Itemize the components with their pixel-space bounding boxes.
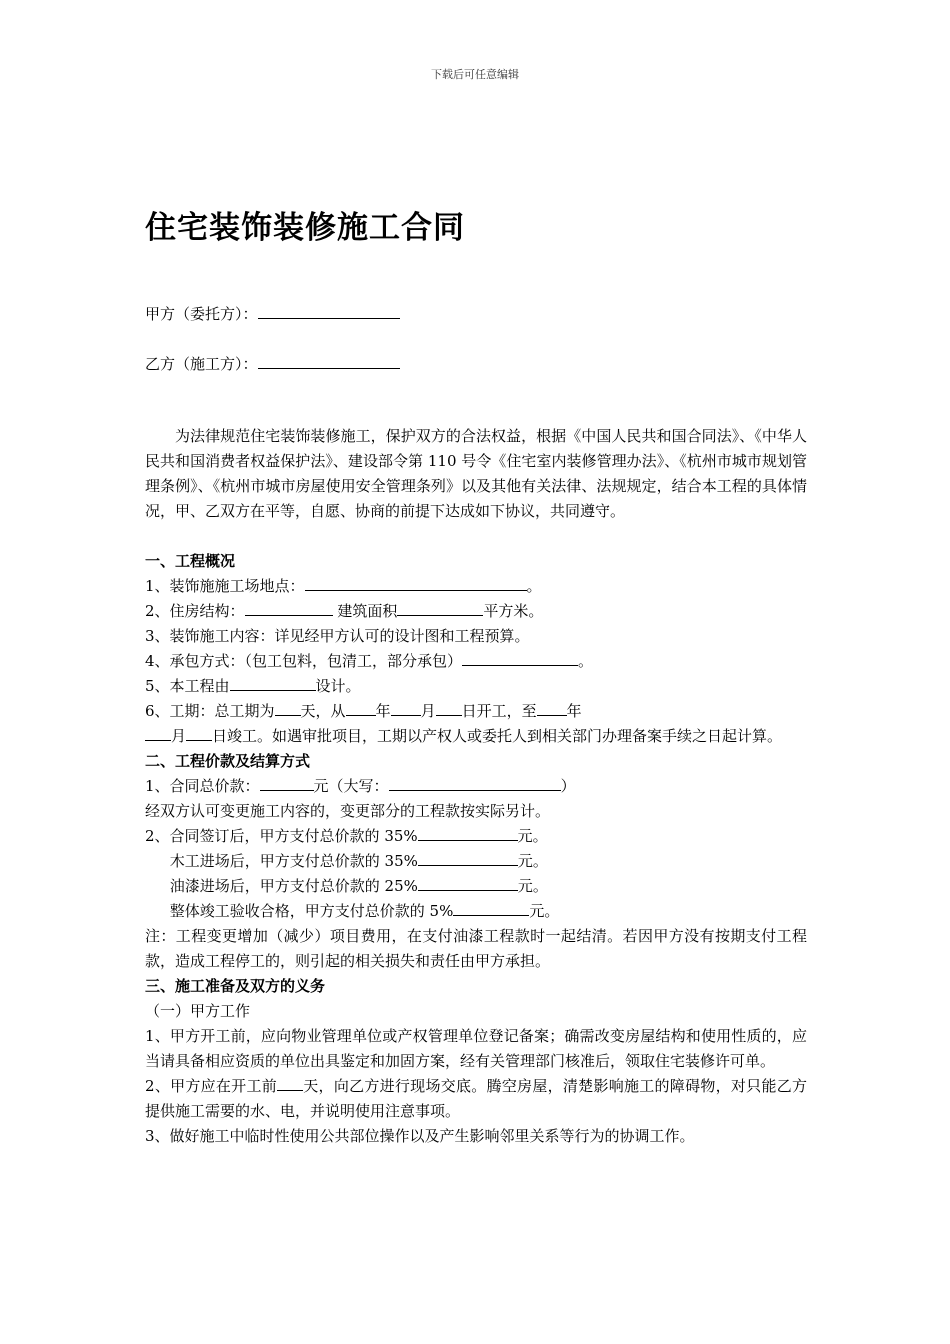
s3-item-1: 1、甲方开工前，应向物业管理单位或产权管理单位登记备案；确需改变房屋结构和使用性质的，应当请具备相应资质的单位出具鉴定和加固方案，经有关管理部门核准后，领取住宅装修许可单。 bbox=[145, 1027, 807, 1070]
section-2-heading: 二、工程价款及结算方式 bbox=[145, 752, 311, 770]
start-year-blank bbox=[346, 699, 376, 716]
contract-mode-blank bbox=[462, 649, 578, 666]
site-address-blank bbox=[305, 574, 527, 591]
party-b-label: 乙方（施工方）： bbox=[145, 355, 258, 373]
total-price-blank bbox=[260, 774, 314, 791]
s1-item-3: 3、装饰施工内容：详见经甲方认可的设计图和工程预算。 bbox=[145, 627, 530, 645]
payment-2-blank bbox=[418, 849, 518, 866]
end-day-blank bbox=[186, 724, 212, 741]
end-year-blank bbox=[537, 699, 567, 716]
s1-item-6: 6、工期：总工期为 天，从 年 月 日开工，至 年 月 日竣工。如遇审批项目，工期以产权人或委托人到相关部门办理备案手续之日起计算。 bbox=[145, 699, 807, 749]
payment-1-blank bbox=[418, 824, 518, 841]
days-blank bbox=[275, 699, 301, 716]
area-blank bbox=[397, 599, 483, 616]
party-b-blank bbox=[258, 352, 400, 369]
payment-4-blank bbox=[453, 899, 529, 916]
intro-paragraph: 为法律规范住宅装饰装修施工，保护双方的合法权益，根据《中国人民共和国合同法》、《中华人民共和国消费者权益保护法》、建设部令第 110 号令《住宅室内装修管理办法》、《杭州市城市规划管理条例》、《杭州市城市房屋使用安全管理条列》以及其他有关法律、法规规定，结合本工程的具体情况，甲、乙双方在平等，自愿、协商的前提下达成如下协议，共同遵守。 bbox=[145, 427, 807, 520]
s2-note: 注：工程变更增加（减少）项目费用，在支付油漆工程款时一起结清。若因甲方没有按期支付工程款，造成工程停工的，则引起的相关损失和责任由甲方承担。 bbox=[145, 927, 807, 970]
s3-item-3: 3、做好施工中临时性使用公共部位操作以及产生影响邻里关系等行为的协调工作。 bbox=[145, 1127, 695, 1145]
s2-payment-1: 2、合同签订后，甲方支付总价款的 35% 元。 bbox=[145, 824, 807, 849]
structure-blank bbox=[245, 599, 333, 616]
party-a-line bbox=[145, 302, 400, 324]
total-price-words-blank bbox=[389, 774, 561, 791]
handover-days-blank bbox=[277, 1074, 303, 1091]
contract-body bbox=[145, 424, 807, 1149]
s3-item-2: 2、甲方应在开工前 天，向乙方进行现场交底。腾空房屋，清楚影响施工的障碍物，对只能乙方提供施工需要的水、电，并说明使用注意事项。 bbox=[145, 1074, 807, 1124]
s1-item-4: 4、承包方式：（包工包料，包清工，部分承包） 。 bbox=[145, 649, 807, 674]
start-month-blank bbox=[391, 699, 421, 716]
s2-item-1: 1、合同总价款： 元（大写： ） bbox=[145, 774, 807, 799]
s2-payment-4: 整体竣工验收合格，甲方支付总价款的 5% 元。 bbox=[145, 899, 807, 924]
party-a-label: 甲方（委托方）： bbox=[145, 305, 258, 323]
page-header: 下载后可任意编辑 bbox=[431, 68, 519, 81]
s1-item-2: 2、住房结构： 建筑面积 平方米。 bbox=[145, 599, 807, 624]
s3-subheading: （一）甲方工作 bbox=[145, 1002, 251, 1020]
s1-item-1: 1、装饰施施工场地点： 。 bbox=[145, 574, 807, 599]
section-3-heading: 三、施工准备及双方的义务 bbox=[145, 977, 326, 995]
start-day-blank bbox=[436, 699, 462, 716]
end-month-blank bbox=[145, 724, 171, 741]
s2-change-note: 经双方认可变更施工内容的，变更部分的工程款按实际另计。 bbox=[145, 802, 551, 820]
s2-payment-3: 油漆进场后，甲方支付总价款的 25% 元。 bbox=[145, 874, 807, 899]
designer-blank bbox=[230, 674, 316, 691]
document-title: 住宅装饰装修施工合同 bbox=[145, 210, 465, 246]
s1-item-5: 5、本工程由 设计。 bbox=[145, 674, 807, 699]
section-1-heading: 一、工程概况 bbox=[145, 552, 236, 570]
party-a-blank bbox=[258, 302, 400, 319]
payment-3-blank bbox=[418, 874, 518, 891]
party-b-line bbox=[145, 352, 400, 374]
s2-payment-2: 木工进场后，甲方支付总价款的 35% 元。 bbox=[145, 849, 807, 874]
